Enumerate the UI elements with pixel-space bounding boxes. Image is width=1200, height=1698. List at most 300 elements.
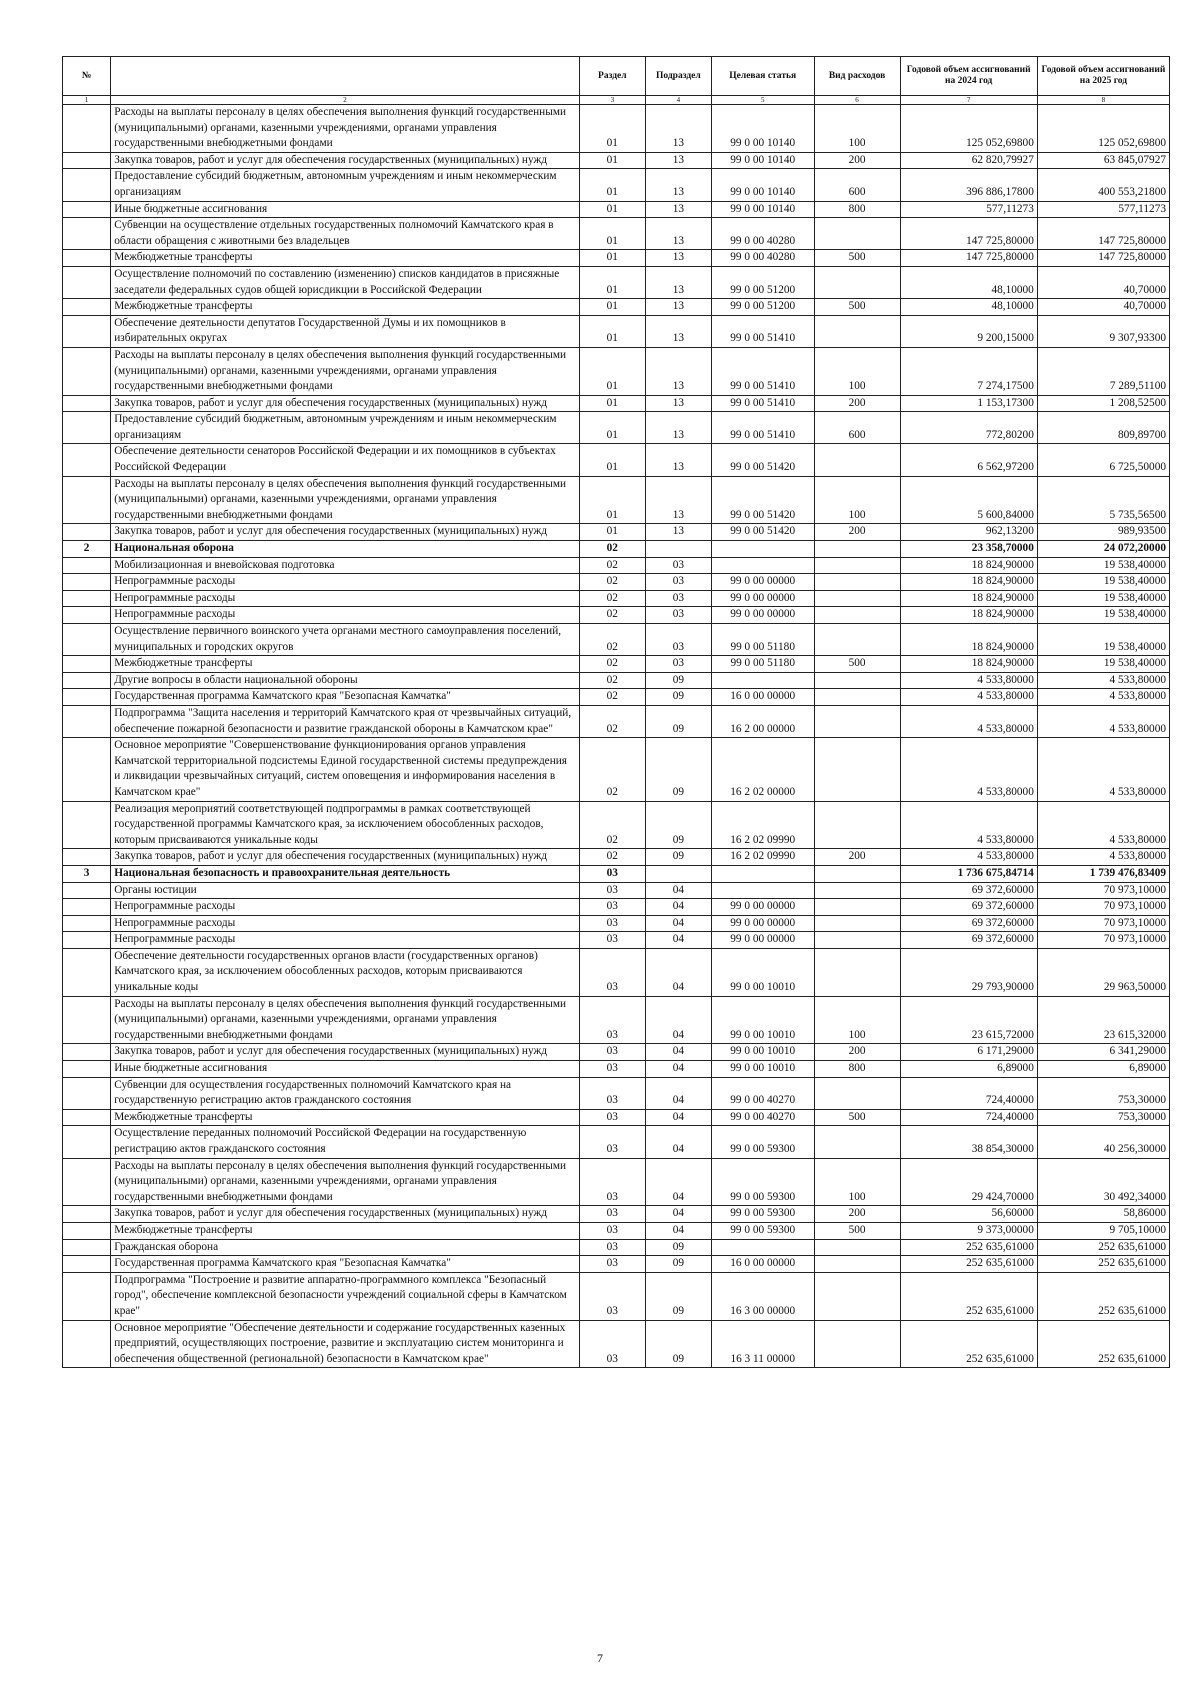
row-amount-2025: 4 533,80000	[1037, 689, 1169, 706]
row-razdel: 02	[579, 849, 645, 866]
table-row	[63, 1272, 1170, 1320]
row-amount-2025: 19 538,40000	[1037, 574, 1169, 591]
row-amount-2025: 577,11273	[1037, 201, 1169, 218]
row-razdel: 01	[579, 266, 645, 298]
row-amount-2024: 9 373,00000	[900, 1222, 1037, 1239]
row-amount-2024: 23 358,70000	[900, 541, 1037, 558]
row-expense-type	[814, 557, 900, 574]
col-header-2024: Годовой объем ассигнований на 2024 год	[900, 57, 1037, 96]
row-amount-2024: 6,89000	[900, 1061, 1037, 1078]
row-amount-2025: 29 963,50000	[1037, 948, 1169, 996]
row-name: Основное мероприятие "Обеспечение деятельности и содержание государственных казенных предприятий, осуществляющих построение, развитие и эксплуатацию систем мониторинга и обеспечения общественной (региональной) безопасности в Камчатском крае"	[111, 1320, 580, 1368]
table-row	[63, 1077, 1170, 1109]
row-name: Закупка товаров, работ и услуг для обеспечения государственных (муниципальных) нужд	[111, 524, 580, 541]
row-target-article: 99 0 00 51420	[711, 476, 814, 524]
row-number: 2	[63, 541, 111, 558]
row-podrazdel: 04	[645, 948, 711, 996]
row-podrazdel: 13	[645, 169, 711, 201]
row-number	[63, 557, 111, 574]
row-number	[63, 250, 111, 267]
table-row	[63, 882, 1170, 899]
row-number	[63, 1044, 111, 1061]
row-target-article: 99 0 00 10010	[711, 1044, 814, 1061]
row-expense-type	[814, 705, 900, 737]
row-amount-2024: 396 886,17800	[900, 169, 1037, 201]
row-target-article	[711, 541, 814, 558]
table-row	[63, 672, 1170, 689]
row-podrazdel: 04	[645, 1206, 711, 1223]
row-target-article: 16 0 00 00000	[711, 689, 814, 706]
row-podrazdel: 03	[645, 574, 711, 591]
row-number	[63, 624, 111, 656]
row-podrazdel: 09	[645, 1256, 711, 1273]
row-razdel: 03	[579, 948, 645, 996]
col-index: 4	[645, 96, 711, 105]
table-row	[63, 1044, 1170, 1061]
row-expense-type: 800	[814, 201, 900, 218]
row-amount-2025: 5 735,56500	[1037, 476, 1169, 524]
row-razdel: 03	[579, 882, 645, 899]
row-target-article: 99 0 00 40270	[711, 1109, 814, 1126]
row-amount-2025: 809,89700	[1037, 412, 1169, 444]
row-amount-2025: 6,89000	[1037, 1061, 1169, 1078]
row-number	[63, 1222, 111, 1239]
row-razdel: 02	[579, 541, 645, 558]
row-amount-2024: 69 372,60000	[900, 932, 1037, 949]
row-razdel: 03	[579, 1158, 645, 1206]
row-amount-2024: 147 725,80000	[900, 250, 1037, 267]
row-expense-type	[814, 1239, 900, 1256]
row-podrazdel: 04	[645, 1126, 711, 1158]
row-amount-2024: 252 635,61000	[900, 1256, 1037, 1273]
row-expense-type: 200	[814, 849, 900, 866]
row-podrazdel: 13	[645, 218, 711, 250]
row-target-article: 99 0 00 00000	[711, 590, 814, 607]
row-amount-2025: 70 973,10000	[1037, 882, 1169, 899]
row-razdel: 03	[579, 932, 645, 949]
row-target-article: 99 0 00 51410	[711, 395, 814, 412]
row-target-article: 99 0 00 51420	[711, 444, 814, 476]
row-expense-type: 100	[814, 1158, 900, 1206]
row-expense-type	[814, 590, 900, 607]
row-razdel: 03	[579, 899, 645, 916]
row-number	[63, 299, 111, 316]
row-expense-type	[814, 899, 900, 916]
row-name: Межбюджетные трансферты	[111, 250, 580, 267]
table-row	[63, 266, 1170, 298]
row-amount-2025: 9 705,10000	[1037, 1222, 1169, 1239]
row-number	[63, 948, 111, 996]
row-amount-2025: 70 973,10000	[1037, 932, 1169, 949]
row-target-article: 99 0 00 10010	[711, 1061, 814, 1078]
table-row	[63, 524, 1170, 541]
row-expense-type: 500	[814, 1222, 900, 1239]
table-row	[63, 996, 1170, 1044]
row-number	[63, 738, 111, 801]
table-row	[63, 1222, 1170, 1239]
row-amount-2025: 40 256,30000	[1037, 1126, 1169, 1158]
row-razdel: 01	[579, 315, 645, 347]
row-target-article: 99 0 00 51180	[711, 656, 814, 673]
row-expense-type: 500	[814, 656, 900, 673]
row-amount-2024: 4 533,80000	[900, 849, 1037, 866]
col-index: 3	[579, 96, 645, 105]
row-expense-type	[814, 738, 900, 801]
row-number	[63, 1077, 111, 1109]
row-razdel: 01	[579, 218, 645, 250]
row-podrazdel: 13	[645, 201, 711, 218]
row-podrazdel: 09	[645, 1239, 711, 1256]
row-amount-2024: 48,10000	[900, 299, 1037, 316]
row-podrazdel: 13	[645, 476, 711, 524]
col-index: 2	[111, 96, 580, 105]
row-amount-2025: 1 208,52500	[1037, 395, 1169, 412]
row-amount-2025: 400 553,21800	[1037, 169, 1169, 201]
row-amount-2025: 70 973,10000	[1037, 899, 1169, 916]
row-amount-2024: 7 274,17500	[900, 347, 1037, 395]
row-razdel: 02	[579, 624, 645, 656]
row-amount-2024: 577,11273	[900, 201, 1037, 218]
row-razdel: 03	[579, 865, 645, 882]
row-number	[63, 152, 111, 169]
row-target-article: 99 0 00 59300	[711, 1126, 814, 1158]
row-name: Закупка товаров, работ и услуг для обеспечения государственных (муниципальных) нужд	[111, 395, 580, 412]
row-name: Обеспечение деятельности сенаторов Российской Федерации и их помощников в субъектах Российской Федерации	[111, 444, 580, 476]
row-amount-2025: 58,86000	[1037, 1206, 1169, 1223]
table-row	[63, 1158, 1170, 1206]
row-name: Реализация мероприятий соответствующей подпрограммы в рамках соответствующей государственной программы Камчатского края, за исключением обособленных расходов, которым присваиваются уникальные коды	[111, 801, 580, 849]
col-header-razdel: Раздел	[579, 57, 645, 96]
row-target-article: 99 0 00 10140	[711, 169, 814, 201]
row-name: Непрограммные расходы	[111, 607, 580, 624]
row-amount-2024: 18 824,90000	[900, 607, 1037, 624]
col-header-name	[111, 57, 580, 96]
row-target-article: 16 3 00 00000	[711, 1272, 814, 1320]
row-number	[63, 395, 111, 412]
row-name: Закупка товаров, работ и услуг для обеспечения государственных (муниципальных) нужд	[111, 849, 580, 866]
row-razdel: 01	[579, 412, 645, 444]
row-podrazdel: 13	[645, 250, 711, 267]
row-name: Расходы на выплаты персоналу в целях обеспечения выполнения функций государственными (муниципальными) органами, казенными учреждениями, органами управления государственными внебюджетными фондами	[111, 347, 580, 395]
row-razdel: 01	[579, 152, 645, 169]
row-target-article	[711, 672, 814, 689]
row-number	[63, 1206, 111, 1223]
table-row	[63, 915, 1170, 932]
row-name: Расходы на выплаты персоналу в целях обеспечения выполнения функций государственными (муниципальными) органами, казенными учреждениями, органами управления государственными внебюджетными фондами	[111, 1158, 580, 1206]
row-podrazdel: 04	[645, 899, 711, 916]
row-amount-2024: 6 562,97200	[900, 444, 1037, 476]
row-target-article: 99 0 00 59300	[711, 1222, 814, 1239]
row-target-article: 99 0 00 00000	[711, 932, 814, 949]
row-amount-2024: 18 824,90000	[900, 557, 1037, 574]
row-podrazdel	[645, 865, 711, 882]
table-row	[63, 656, 1170, 673]
row-amount-2025: 989,93500	[1037, 524, 1169, 541]
row-amount-2025: 30 492,34000	[1037, 1158, 1169, 1206]
row-target-article: 99 0 00 10140	[711, 105, 814, 153]
table-row	[63, 1239, 1170, 1256]
row-expense-type	[814, 1272, 900, 1320]
row-target-article: 99 0 00 51410	[711, 315, 814, 347]
row-name: Расходы на выплаты персоналу в целях обеспечения выполнения функций государственными (муниципальными) органами, казенными учреждениями, органами управления государственными внебюджетными фондами	[111, 105, 580, 153]
row-target-article: 99 0 00 00000	[711, 915, 814, 932]
row-razdel: 02	[579, 656, 645, 673]
row-number	[63, 574, 111, 591]
row-expense-type	[814, 915, 900, 932]
row-amount-2024: 1 736 675,84714	[900, 865, 1037, 882]
row-name: Закупка товаров, работ и услуг для обеспечения государственных (муниципальных) нужд	[111, 1044, 580, 1061]
col-header-2025: Годовой объем ассигнований на 2025 год	[1037, 57, 1169, 96]
row-razdel: 02	[579, 672, 645, 689]
row-expense-type	[814, 315, 900, 347]
row-razdel: 01	[579, 169, 645, 201]
row-amount-2025: 9 307,93300	[1037, 315, 1169, 347]
row-podrazdel: 04	[645, 1222, 711, 1239]
row-podrazdel: 13	[645, 395, 711, 412]
row-amount-2024: 18 824,90000	[900, 590, 1037, 607]
row-amount-2024: 69 372,60000	[900, 915, 1037, 932]
table-header-row	[63, 57, 1170, 96]
row-podrazdel: 04	[645, 996, 711, 1044]
row-number	[63, 590, 111, 607]
row-name: Осуществление полномочий по составлению (изменению) списков кандидатов в присяжные заседатели федеральных судов общей юрисдикции в Российской Федерации	[111, 266, 580, 298]
row-amount-2024: 147 725,80000	[900, 218, 1037, 250]
row-amount-2025: 6 341,29000	[1037, 1044, 1169, 1061]
row-amount-2025: 19 538,40000	[1037, 624, 1169, 656]
row-podrazdel: 09	[645, 689, 711, 706]
row-amount-2024: 29 793,90000	[900, 948, 1037, 996]
row-amount-2025: 19 538,40000	[1037, 590, 1169, 607]
row-amount-2024: 252 635,61000	[900, 1272, 1037, 1320]
row-amount-2024: 962,13200	[900, 524, 1037, 541]
row-amount-2025: 252 635,61000	[1037, 1239, 1169, 1256]
row-podrazdel: 09	[645, 1320, 711, 1368]
row-amount-2025: 252 635,61000	[1037, 1272, 1169, 1320]
row-amount-2025: 4 533,80000	[1037, 801, 1169, 849]
row-podrazdel: 13	[645, 152, 711, 169]
row-razdel: 03	[579, 1272, 645, 1320]
row-razdel: 03	[579, 915, 645, 932]
row-amount-2025: 753,30000	[1037, 1109, 1169, 1126]
row-expense-type	[814, 882, 900, 899]
row-razdel: 03	[579, 1126, 645, 1158]
row-name: Субвенции для осуществления государственных полномочий Камчатского края на государственную регистрацию актов гражданского состояния	[111, 1077, 580, 1109]
row-name: Предоставление субсидий бюджетным, автономным учреждениям и иным некоммерческим организациям	[111, 169, 580, 201]
table-row	[63, 315, 1170, 347]
row-number	[63, 849, 111, 866]
table-row	[63, 412, 1170, 444]
table-row	[63, 899, 1170, 916]
row-expense-type	[814, 1256, 900, 1273]
row-razdel: 02	[579, 705, 645, 737]
row-target-article: 16 2 02 09990	[711, 849, 814, 866]
row-target-article: 99 0 00 51420	[711, 524, 814, 541]
row-name: Другие вопросы в области национальной обороны	[111, 672, 580, 689]
row-name: Основное мероприятие "Совершенствование функционирования органов управления Камчатской территориальной подсистемы Единой государственной системы предупреждения и ликвидации чрезвычайных ситуаций, систем оповещения и информирования населения в Камчатском крае"	[111, 738, 580, 801]
row-name: Национальная безопасность и правоохранительная деятельность	[111, 865, 580, 882]
row-expense-type	[814, 574, 900, 591]
row-target-article: 99 0 00 51180	[711, 624, 814, 656]
col-index: 1	[63, 96, 111, 105]
table-row	[63, 607, 1170, 624]
col-index: 6	[814, 96, 900, 105]
row-expense-type	[814, 1077, 900, 1109]
table-row	[63, 105, 1170, 153]
row-target-article	[711, 865, 814, 882]
row-expense-type	[814, 948, 900, 996]
row-target-article: 16 2 02 09990	[711, 801, 814, 849]
row-name: Осуществление переданных полномочий Российской Федерации на государственную регистрацию актов гражданского состояния	[111, 1126, 580, 1158]
row-amount-2025: 6 725,50000	[1037, 444, 1169, 476]
row-expense-type	[814, 932, 900, 949]
row-razdel: 02	[579, 607, 645, 624]
row-number	[63, 315, 111, 347]
table-row	[63, 849, 1170, 866]
row-amount-2025: 63 845,07927	[1037, 152, 1169, 169]
row-number	[63, 1126, 111, 1158]
row-amount-2024: 4 533,80000	[900, 705, 1037, 737]
row-target-article: 99 0 00 51200	[711, 266, 814, 298]
row-amount-2024: 1 153,17300	[900, 395, 1037, 412]
row-number	[63, 444, 111, 476]
row-target-article: 16 0 00 00000	[711, 1256, 814, 1273]
row-razdel: 01	[579, 395, 645, 412]
row-target-article: 99 0 00 00000	[711, 607, 814, 624]
row-expense-type	[814, 672, 900, 689]
row-name: Предоставление субсидий бюджетным, автономным учреждениям и иным некоммерческим организациям	[111, 412, 580, 444]
row-amount-2025: 252 635,61000	[1037, 1320, 1169, 1368]
row-number	[63, 915, 111, 932]
table-row	[63, 476, 1170, 524]
row-amount-2024: 62 820,79927	[900, 152, 1037, 169]
row-expense-type	[814, 865, 900, 882]
table-row	[63, 1126, 1170, 1158]
row-number	[63, 169, 111, 201]
row-expense-type	[814, 266, 900, 298]
row-razdel: 02	[579, 590, 645, 607]
row-podrazdel: 04	[645, 882, 711, 899]
row-amount-2024: 4 533,80000	[900, 738, 1037, 801]
row-razdel: 01	[579, 250, 645, 267]
row-name: Иные бюджетные ассигнования	[111, 201, 580, 218]
row-name: Закупка товаров, работ и услуг для обеспечения государственных (муниципальных) нужд	[111, 1206, 580, 1223]
row-podrazdel: 09	[645, 1272, 711, 1320]
table-row	[63, 948, 1170, 996]
row-expense-type: 100	[814, 347, 900, 395]
row-amount-2024: 23 615,72000	[900, 996, 1037, 1044]
row-number	[63, 932, 111, 949]
table-row	[63, 865, 1170, 882]
row-amount-2024: 4 533,80000	[900, 801, 1037, 849]
table-row	[63, 347, 1170, 395]
row-amount-2024: 18 824,90000	[900, 574, 1037, 591]
table-row	[63, 169, 1170, 201]
row-expense-type: 200	[814, 152, 900, 169]
col-header-num: №	[63, 57, 111, 96]
row-name: Субвенции на осуществление отдельных государственных полномочий Камчатского края в области обращения с животными без владельцев	[111, 218, 580, 250]
row-number	[63, 1239, 111, 1256]
table-row	[63, 1206, 1170, 1223]
row-expense-type	[814, 801, 900, 849]
row-amount-2025: 4 533,80000	[1037, 705, 1169, 737]
row-name: Межбюджетные трансферты	[111, 656, 580, 673]
row-amount-2024: 18 824,90000	[900, 624, 1037, 656]
table-row	[63, 574, 1170, 591]
row-target-article: 99 0 00 40280	[711, 250, 814, 267]
row-target-article: 99 0 00 59300	[711, 1206, 814, 1223]
row-number	[63, 705, 111, 737]
row-amount-2024: 252 635,61000	[900, 1320, 1037, 1368]
row-name: Закупка товаров, работ и услуг для обеспечения государственных (муниципальных) нужд	[111, 152, 580, 169]
row-number	[63, 882, 111, 899]
row-expense-type: 100	[814, 476, 900, 524]
row-number	[63, 105, 111, 153]
row-target-article: 99 0 00 40270	[711, 1077, 814, 1109]
row-expense-type	[814, 1126, 900, 1158]
row-name: Непрограммные расходы	[111, 590, 580, 607]
row-name: Обеспечение деятельности депутатов Государственной Думы и их помощников в избирательных округах	[111, 315, 580, 347]
row-target-article: 99 0 00 10010	[711, 948, 814, 996]
row-razdel: 01	[579, 201, 645, 218]
row-podrazdel: 13	[645, 266, 711, 298]
row-expense-type: 500	[814, 250, 900, 267]
row-podrazdel: 13	[645, 315, 711, 347]
row-expense-type: 500	[814, 1109, 900, 1126]
row-podrazdel: 04	[645, 1158, 711, 1206]
row-number	[63, 476, 111, 524]
row-number	[63, 607, 111, 624]
row-target-article	[711, 557, 814, 574]
row-amount-2025: 70 973,10000	[1037, 915, 1169, 932]
row-podrazdel: 03	[645, 557, 711, 574]
row-expense-type: 600	[814, 169, 900, 201]
row-number	[63, 1256, 111, 1273]
col-header-podrazdel: Подраздел	[645, 57, 711, 96]
row-name: Государственная программа Камчатского края "Безопасная Камчатка"	[111, 1256, 580, 1273]
row-podrazdel: 03	[645, 607, 711, 624]
row-razdel: 03	[579, 1109, 645, 1126]
row-amount-2024: 29 424,70000	[900, 1158, 1037, 1206]
row-name: Гражданская оборона	[111, 1239, 580, 1256]
row-amount-2024: 69 372,60000	[900, 882, 1037, 899]
row-razdel: 02	[579, 557, 645, 574]
row-name: Расходы на выплаты персоналу в целях обеспечения выполнения функций государственными (муниципальными) органами, казенными учреждениями, органами управления государственными внебюджетными фондами	[111, 996, 580, 1044]
row-expense-type: 200	[814, 1206, 900, 1223]
row-razdel: 03	[579, 1206, 645, 1223]
row-amount-2025: 147 725,80000	[1037, 218, 1169, 250]
table-row	[63, 1109, 1170, 1126]
table-body	[63, 105, 1170, 1368]
col-index: 7	[900, 96, 1037, 105]
row-amount-2025: 23 615,32000	[1037, 996, 1169, 1044]
row-target-article: 99 0 00 00000	[711, 899, 814, 916]
row-name: Обеспечение деятельности государственных органов власти (государственных органов) Камчатского края, за исключением обособленных расходов, которым присваиваются уникальные коды	[111, 948, 580, 996]
table-row	[63, 705, 1170, 737]
row-amount-2025: 4 533,80000	[1037, 672, 1169, 689]
row-podrazdel: 04	[645, 915, 711, 932]
row-number	[63, 218, 111, 250]
col-header-target-article: Целевая статья	[711, 57, 814, 96]
row-number	[63, 899, 111, 916]
row-amount-2024: 4 533,80000	[900, 672, 1037, 689]
row-amount-2024: 18 824,90000	[900, 656, 1037, 673]
row-amount-2024: 4 533,80000	[900, 689, 1037, 706]
table-row	[63, 801, 1170, 849]
row-expense-type	[814, 444, 900, 476]
row-amount-2025: 753,30000	[1037, 1077, 1169, 1109]
row-target-article	[711, 882, 814, 899]
row-podrazdel: 13	[645, 444, 711, 476]
